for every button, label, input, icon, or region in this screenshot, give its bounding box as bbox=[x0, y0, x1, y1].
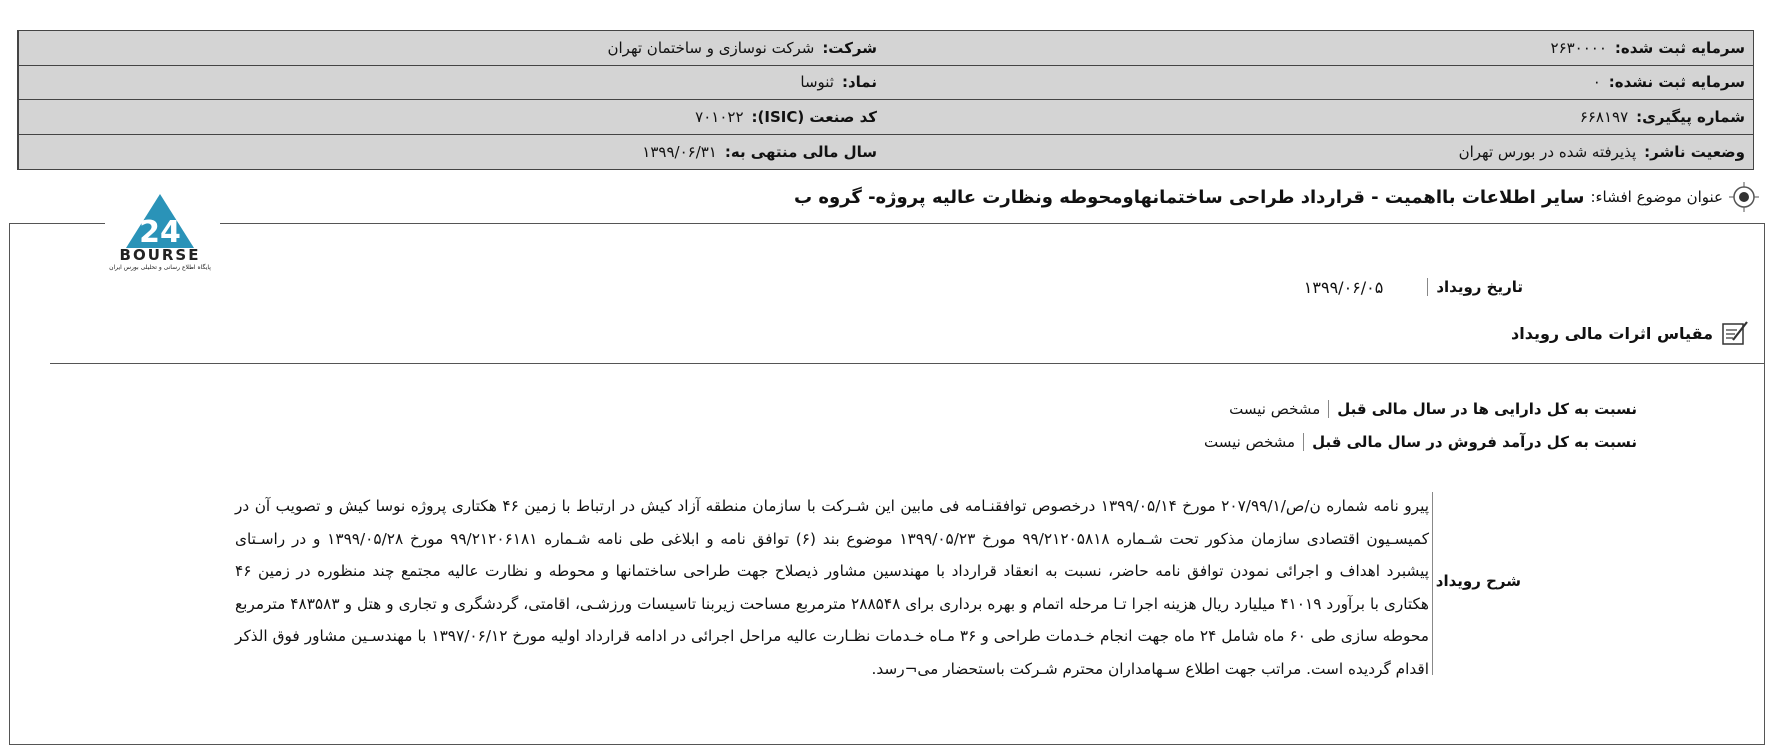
disclosure-title-row bbox=[759, 180, 1759, 214]
frame-right-border bbox=[1764, 223, 1765, 745]
fiscal-year-value: ۱۳۹۹/۰۶/۳۱ bbox=[642, 142, 717, 161]
frame-top-border-left bbox=[9, 223, 105, 224]
frame-top-border bbox=[220, 223, 1765, 224]
event-date-value: ۱۳۹۹/۰۶/۰۵ bbox=[1303, 277, 1384, 297]
event-date-label: تاریخ رویداد bbox=[1427, 278, 1523, 296]
section-title-text: مقیاس اثرات مالی رویداد bbox=[1511, 323, 1713, 343]
bourse-logo-mark bbox=[102, 192, 218, 248]
fiscal-year-label: سال مالی منتهی به: bbox=[724, 142, 877, 161]
tracking-cell bbox=[885, 100, 1753, 135]
target-icon bbox=[1729, 182, 1759, 212]
svg-text:24: 24 bbox=[139, 215, 181, 248]
ratio-sales-label: نسبت به کل درآمد فروش در سال مالی قبل bbox=[1303, 433, 1637, 451]
ratio-assets-label: نسبت به کل دارایی ها در سال مالی قبل bbox=[1328, 400, 1637, 418]
unregistered-capital-value: ۰ bbox=[1592, 73, 1601, 92]
isic-value: ۷۰۱۰۲۲ bbox=[695, 107, 744, 126]
frame-left-border bbox=[9, 223, 10, 745]
company-value: شرکت نوسازی و ساختمان تهران bbox=[607, 38, 815, 57]
symbol-cell bbox=[18, 66, 885, 101]
symbol-value: ثنوسا bbox=[800, 73, 834, 92]
tracking-label: شماره پیگیری: bbox=[1636, 107, 1745, 126]
edit-document-icon bbox=[1719, 320, 1749, 346]
logo-subtitle: پایگاه اطلاع رسانی و تحلیلی بورس ایران bbox=[109, 264, 211, 271]
tracking-value: ۶۶۸۱۹۷ bbox=[1579, 107, 1629, 126]
ratio-assets-value: مشخص نیست bbox=[1229, 400, 1321, 418]
ratio-sales-value: مشخص نیست bbox=[1204, 433, 1296, 451]
fiscal-year-cell bbox=[18, 135, 885, 170]
publisher-status-label: وضعیت ناشر: bbox=[1644, 142, 1745, 161]
disclosure-title-value: سایر اطلاعات بااهمیت - قرارداد طراحی ساختمانهاومحوطه ونظارت عالیه پروژه- گروه ب bbox=[793, 186, 1585, 208]
ratio-sales-row bbox=[1204, 428, 1637, 456]
event-date-row bbox=[1304, 272, 1523, 302]
unregistered-capital-cell bbox=[885, 66, 1753, 101]
bourse-logo bbox=[102, 192, 218, 280]
registered-capital-label: سرمایه ثبت شده: bbox=[1614, 38, 1745, 57]
event-description-text: پیرو نامه شماره ن/ص/۲۰۷/۹۹/۱ مورخ ۱۳۹۹/۰۵/۱۴ درخصوص توافقنـامه فی مابین این شـرکت با سازمان منطقه آزاد کیش در ارتباط با زمین ۴۶ هکتاری پروژه نوسا کیش و تصویب آن در کمیسـیون اقتصادی سازمان مذکور تحت شـماره ۹۹/۲۱۲۰۵۸۱۸ مورخ ۱۳۹۹/۰۵/۲۳ موضوع بند (۶) توافق نامه و ابلاغی طی نامه شـماره ۹۹/۲۱۲۰۶۱۸۱ مورخ ۱۳۹۹/۰۵/۲۸ و در راسـتای پیشبرد اهداف و اجرائی نمودن توافق نامه حاضر، نسبت به انعقاد قرارداد با مهندسین مشاور ذیصلاح جهت طراحی ساختمانها و محوطه و نظارت عالیه مجتمع چند منظوره در زمین ۴۶ هکتاری با برآورد ۴۱۰۱۹ میلیارد ریال هزینه اجرا تـا مرحله اتمام و بهره برداری برای ۲۸۸۵۴۸ مترمربع مساحت زیربنا تاسیسات ورزشـی، اقامتی، گردشگری و تجاری و هتل و ۴۸۳۵۸۳ مترمربع محوطه سازی طی ۶۰ ماه شامل ۲۴ ماه جهت انجام خـدمات طراحی و ۳۶ مـاه خـدمات نظـارت عالیه مراحل اجرائی در ادامه قرارداد اولیه مورخ ۱۳۹۷/۰۶/۱۲ با مهندسـین مشاور فوق الذکر اقدام گردیده است. مراتب جهت اطلاع سـهامداران محترم شـرکت باستحضار می¬رسد. bbox=[235, 497, 1430, 678]
symbol-label: نماد: bbox=[841, 73, 877, 92]
isic-label: کد صنعت (ISIC): bbox=[751, 107, 877, 126]
logo-wordmark: BOURSE bbox=[119, 246, 201, 264]
company-label: شرکت: bbox=[822, 38, 877, 57]
section-divider bbox=[50, 363, 1765, 364]
event-description-label: شرح رویداد bbox=[1435, 572, 1521, 590]
registered-capital-value: ۲۶۳۰۰۰۰ bbox=[1550, 38, 1607, 57]
ratio-assets-row bbox=[1229, 395, 1637, 423]
isic-cell bbox=[18, 100, 885, 135]
financial-impact-title bbox=[1511, 318, 1749, 348]
company-info-table bbox=[17, 30, 1754, 170]
company-cell bbox=[18, 31, 885, 66]
registered-capital-cell bbox=[885, 31, 1753, 66]
publisher-status-cell bbox=[885, 135, 1753, 170]
publisher-status-value: پذیرفته شده در بورس تهران bbox=[1458, 142, 1637, 161]
disclosure-title-label: عنوان موضوع افشاء: bbox=[1590, 188, 1723, 206]
unregistered-capital-label: سرمایه ثبت نشده: bbox=[1608, 73, 1745, 92]
